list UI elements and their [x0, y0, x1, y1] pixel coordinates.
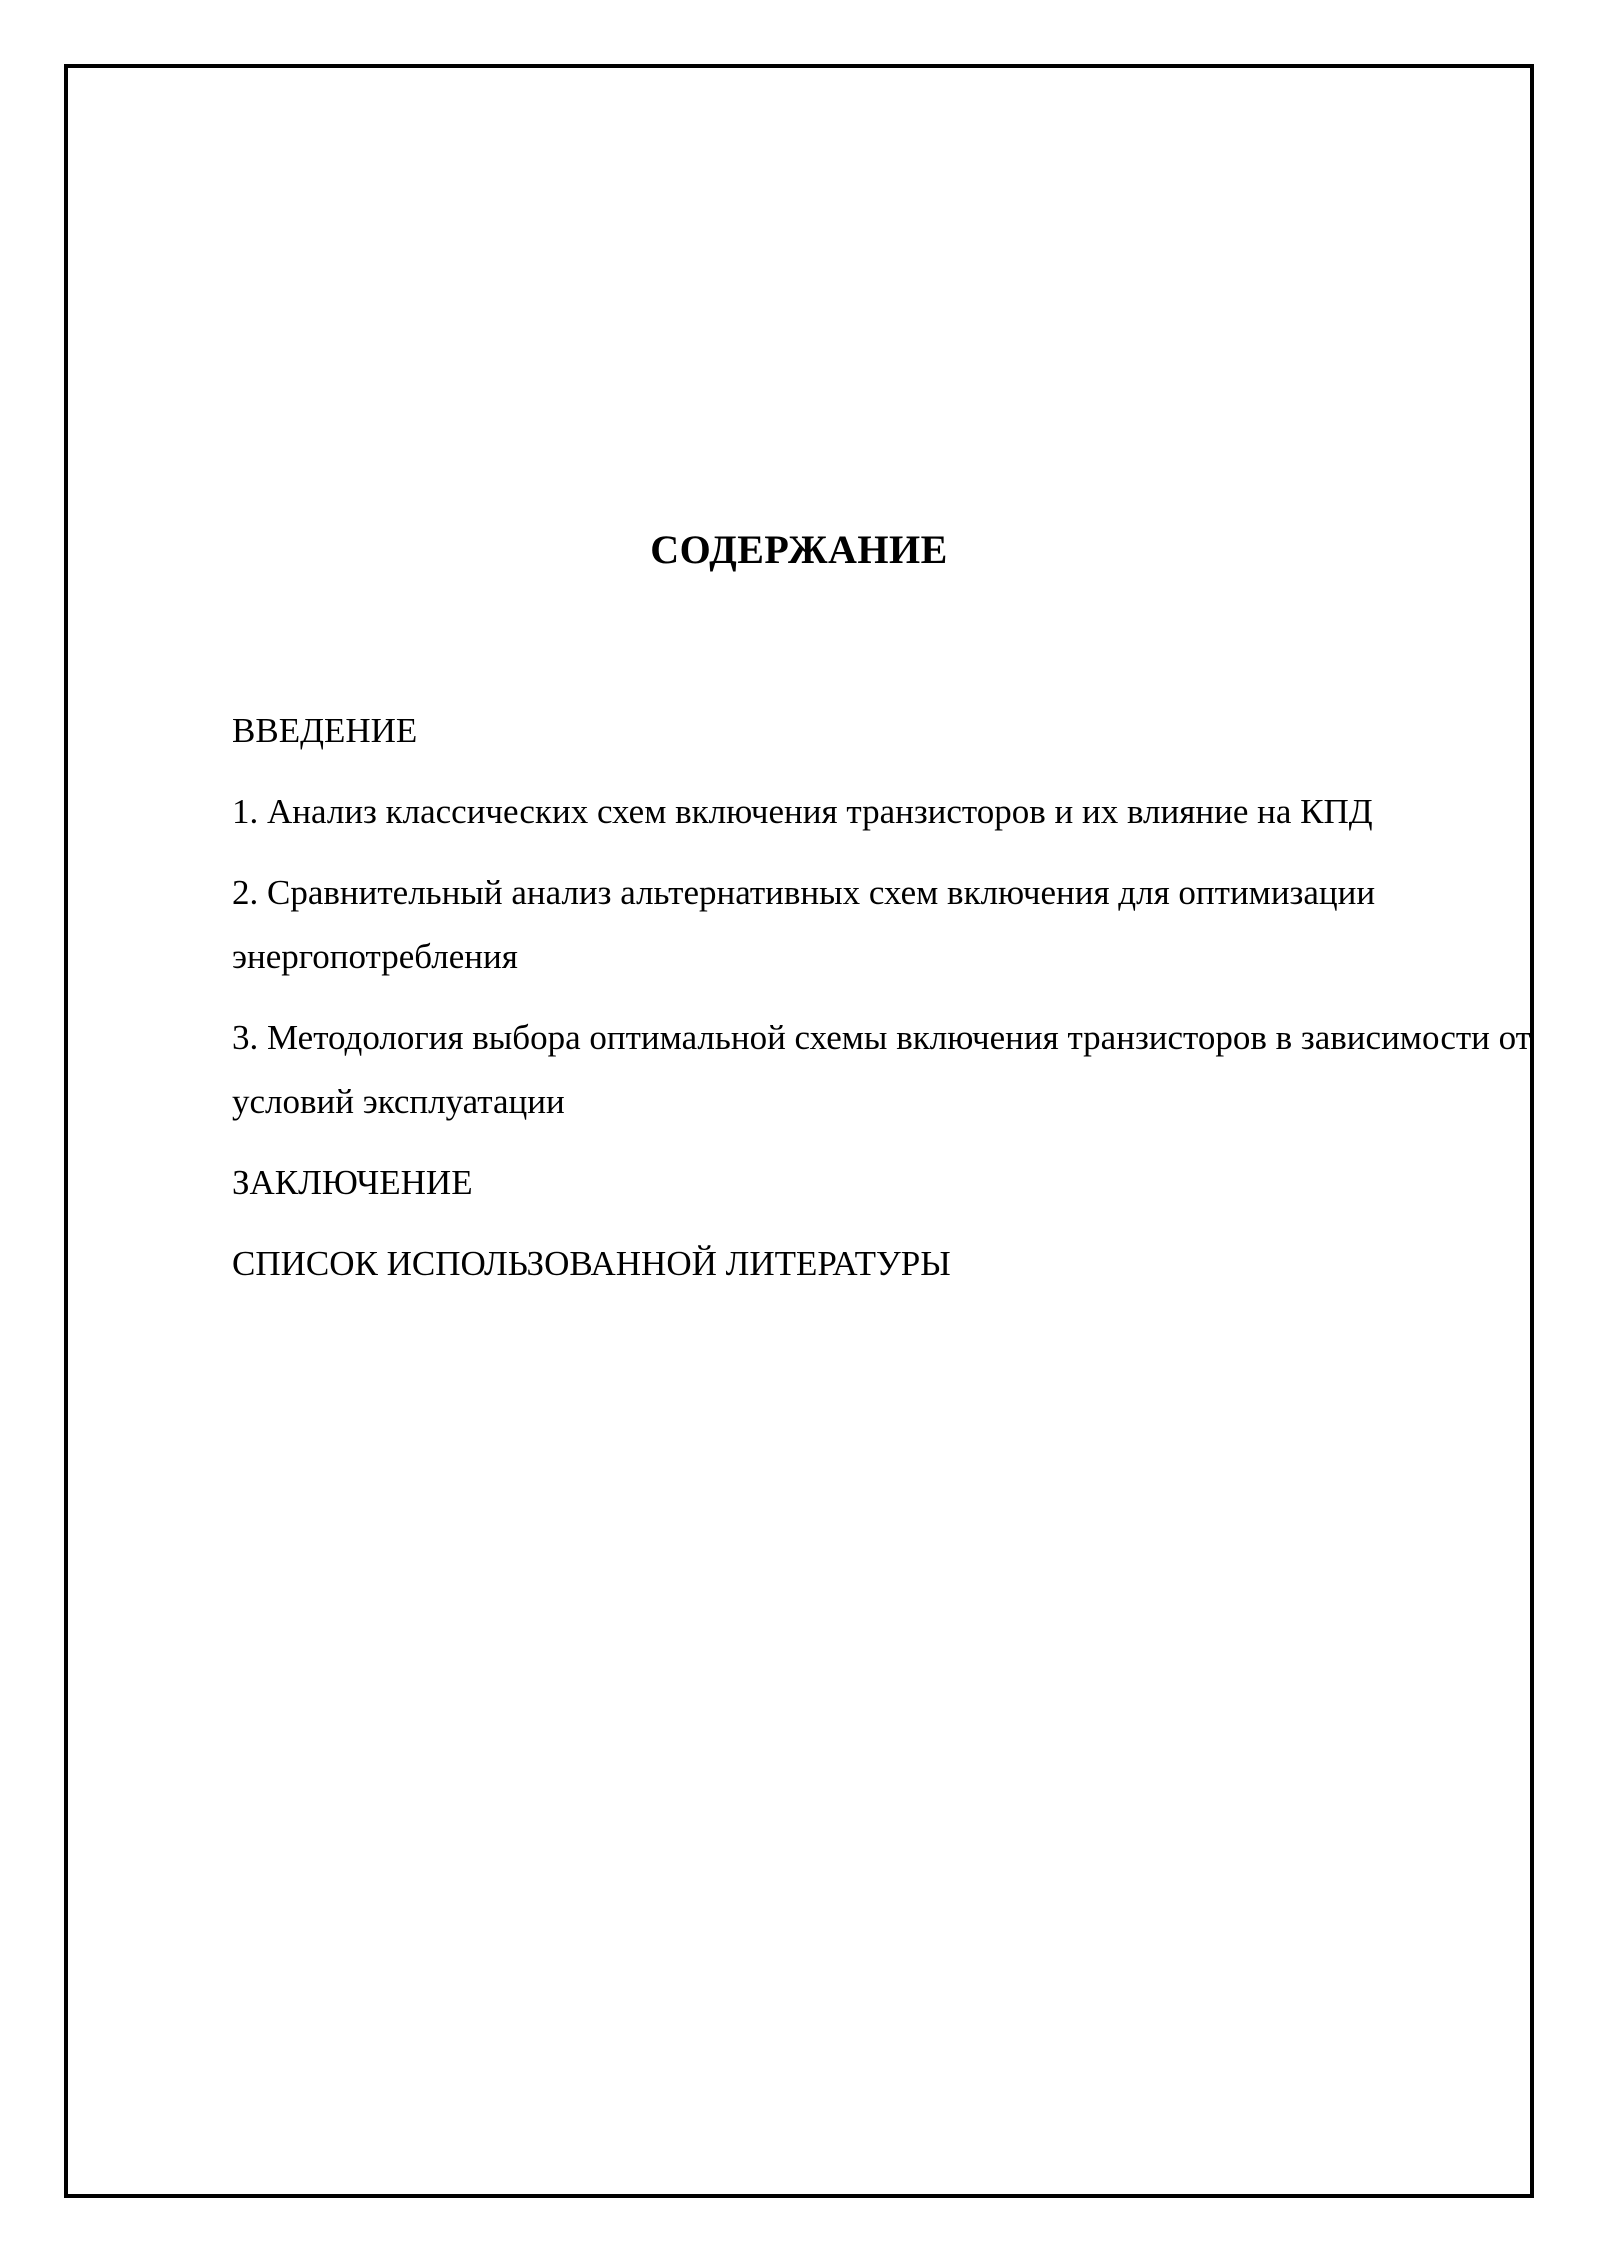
toc-item-introduction: ВВЕДЕНИЕ: [232, 711, 418, 750]
toc-item-references: СПИСОК ИСПОЛЬЗОВАННОЙ ЛИТЕРАТУРЫ: [232, 1244, 951, 1283]
page-frame: [64, 64, 1534, 2198]
toc-item-chapter-1: 1. Анализ классических схем включения транзисторов и их влияние на КПД: [232, 792, 1373, 831]
toc-item-chapter-2: 2. Сравнительный анализ альтернативных схем включения для оптимизации энергопотребления: [232, 873, 1376, 976]
toc-item-chapter-3: 3. Методология выбора оптимальной схемы включения транзисторов в зависимости от условий эксплуатации: [232, 1018, 1531, 1121]
page-title: СОДЕРЖАНИЕ: [650, 527, 948, 572]
table-of-contents: [232, 699, 1532, 1313]
toc-item-conclusion: ЗАКЛЮЧЕНИЕ: [232, 1163, 473, 1202]
